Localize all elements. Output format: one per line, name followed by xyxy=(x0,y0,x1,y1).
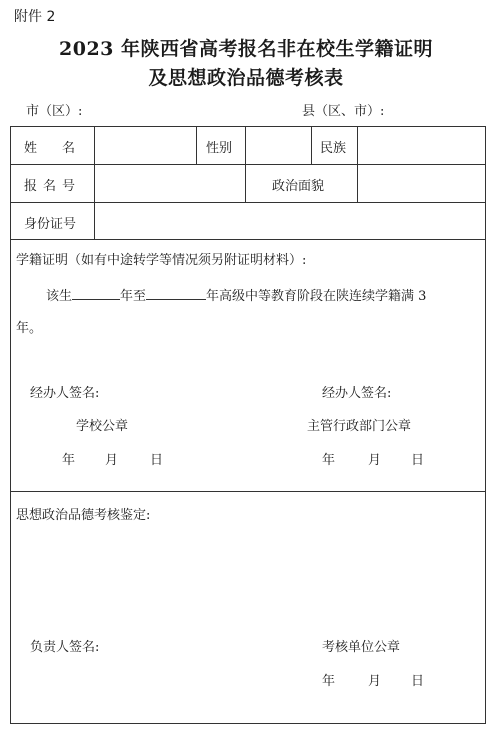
political-status-label: 政治面貌 xyxy=(272,179,325,194)
ethnicity-field[interactable] xyxy=(359,128,484,162)
authority-date-month: 月 xyxy=(368,453,382,468)
ethnicity-label: 民族 xyxy=(320,141,347,156)
name-field[interactable] xyxy=(96,128,194,162)
school-date-day: 日 xyxy=(150,453,164,468)
registration-number-field[interactable] xyxy=(96,166,243,200)
enrollment-heading: 学籍证明（如有中途转学等情况须另附证明材料）: xyxy=(16,253,307,268)
form-title-line1: 2023 年陕西省高考报名非在校生学籍证明 xyxy=(59,38,433,60)
school-date-year: 年 xyxy=(62,453,76,468)
assessment-date-month: 月 xyxy=(368,674,382,689)
authority-date-day: 日 xyxy=(411,453,425,468)
assessment-comment-area[interactable] xyxy=(12,524,484,624)
city-field-label: 市（区）: xyxy=(26,104,83,119)
end-year-blank[interactable] xyxy=(146,287,206,300)
school-date-month: 月 xyxy=(105,453,119,468)
gender-label: 性别 xyxy=(206,141,233,156)
assessment-date-day: 日 xyxy=(411,674,425,689)
assessment-date-year: 年 xyxy=(322,674,336,689)
authority-seal-label: 主管行政部门公章 xyxy=(307,419,412,434)
section-divider xyxy=(10,491,486,492)
registration-number-label: 报名号 xyxy=(24,179,82,194)
assessment-heading: 思想政治品德考核鉴定: xyxy=(16,508,151,523)
authority-date-year: 年 xyxy=(322,453,336,468)
statement-wrap: 年。 xyxy=(16,321,43,336)
column-divider xyxy=(357,126,358,202)
assessment-seal-label: 考核单位公章 xyxy=(322,640,401,655)
id-number-field[interactable] xyxy=(96,204,484,237)
authority-handler-signature-label: 经办人签名: xyxy=(322,386,392,401)
form-title-line2: 及思想政治品德考核表 xyxy=(148,67,344,89)
statement-end: 年高级中等教育阶段在陕连续学籍满 3 xyxy=(206,289,427,304)
statement-year-to: 年至 xyxy=(120,289,147,304)
statement-start: 该生 xyxy=(46,289,73,304)
political-status-field[interactable] xyxy=(359,166,484,200)
start-year-blank[interactable] xyxy=(72,287,120,300)
column-divider xyxy=(94,126,95,239)
school-handler-signature-label: 经办人签名: xyxy=(30,386,100,401)
column-divider xyxy=(196,126,197,164)
column-divider xyxy=(311,126,312,164)
name-label: 姓 名 xyxy=(24,141,82,156)
column-divider xyxy=(245,126,246,202)
county-field-label: 县（区、市）: xyxy=(302,104,385,119)
gender-field[interactable] xyxy=(247,128,309,162)
row-divider xyxy=(10,164,486,165)
row-divider xyxy=(10,202,486,203)
id-number-label: 身份证号 xyxy=(24,217,77,232)
attachment-label: 附件 2 xyxy=(14,9,56,25)
enrollment-statement xyxy=(46,285,426,304)
row-divider xyxy=(10,239,486,240)
school-seal-label: 学校公章 xyxy=(76,419,129,434)
assessment-signature-label: 负责人签名: xyxy=(30,640,100,655)
